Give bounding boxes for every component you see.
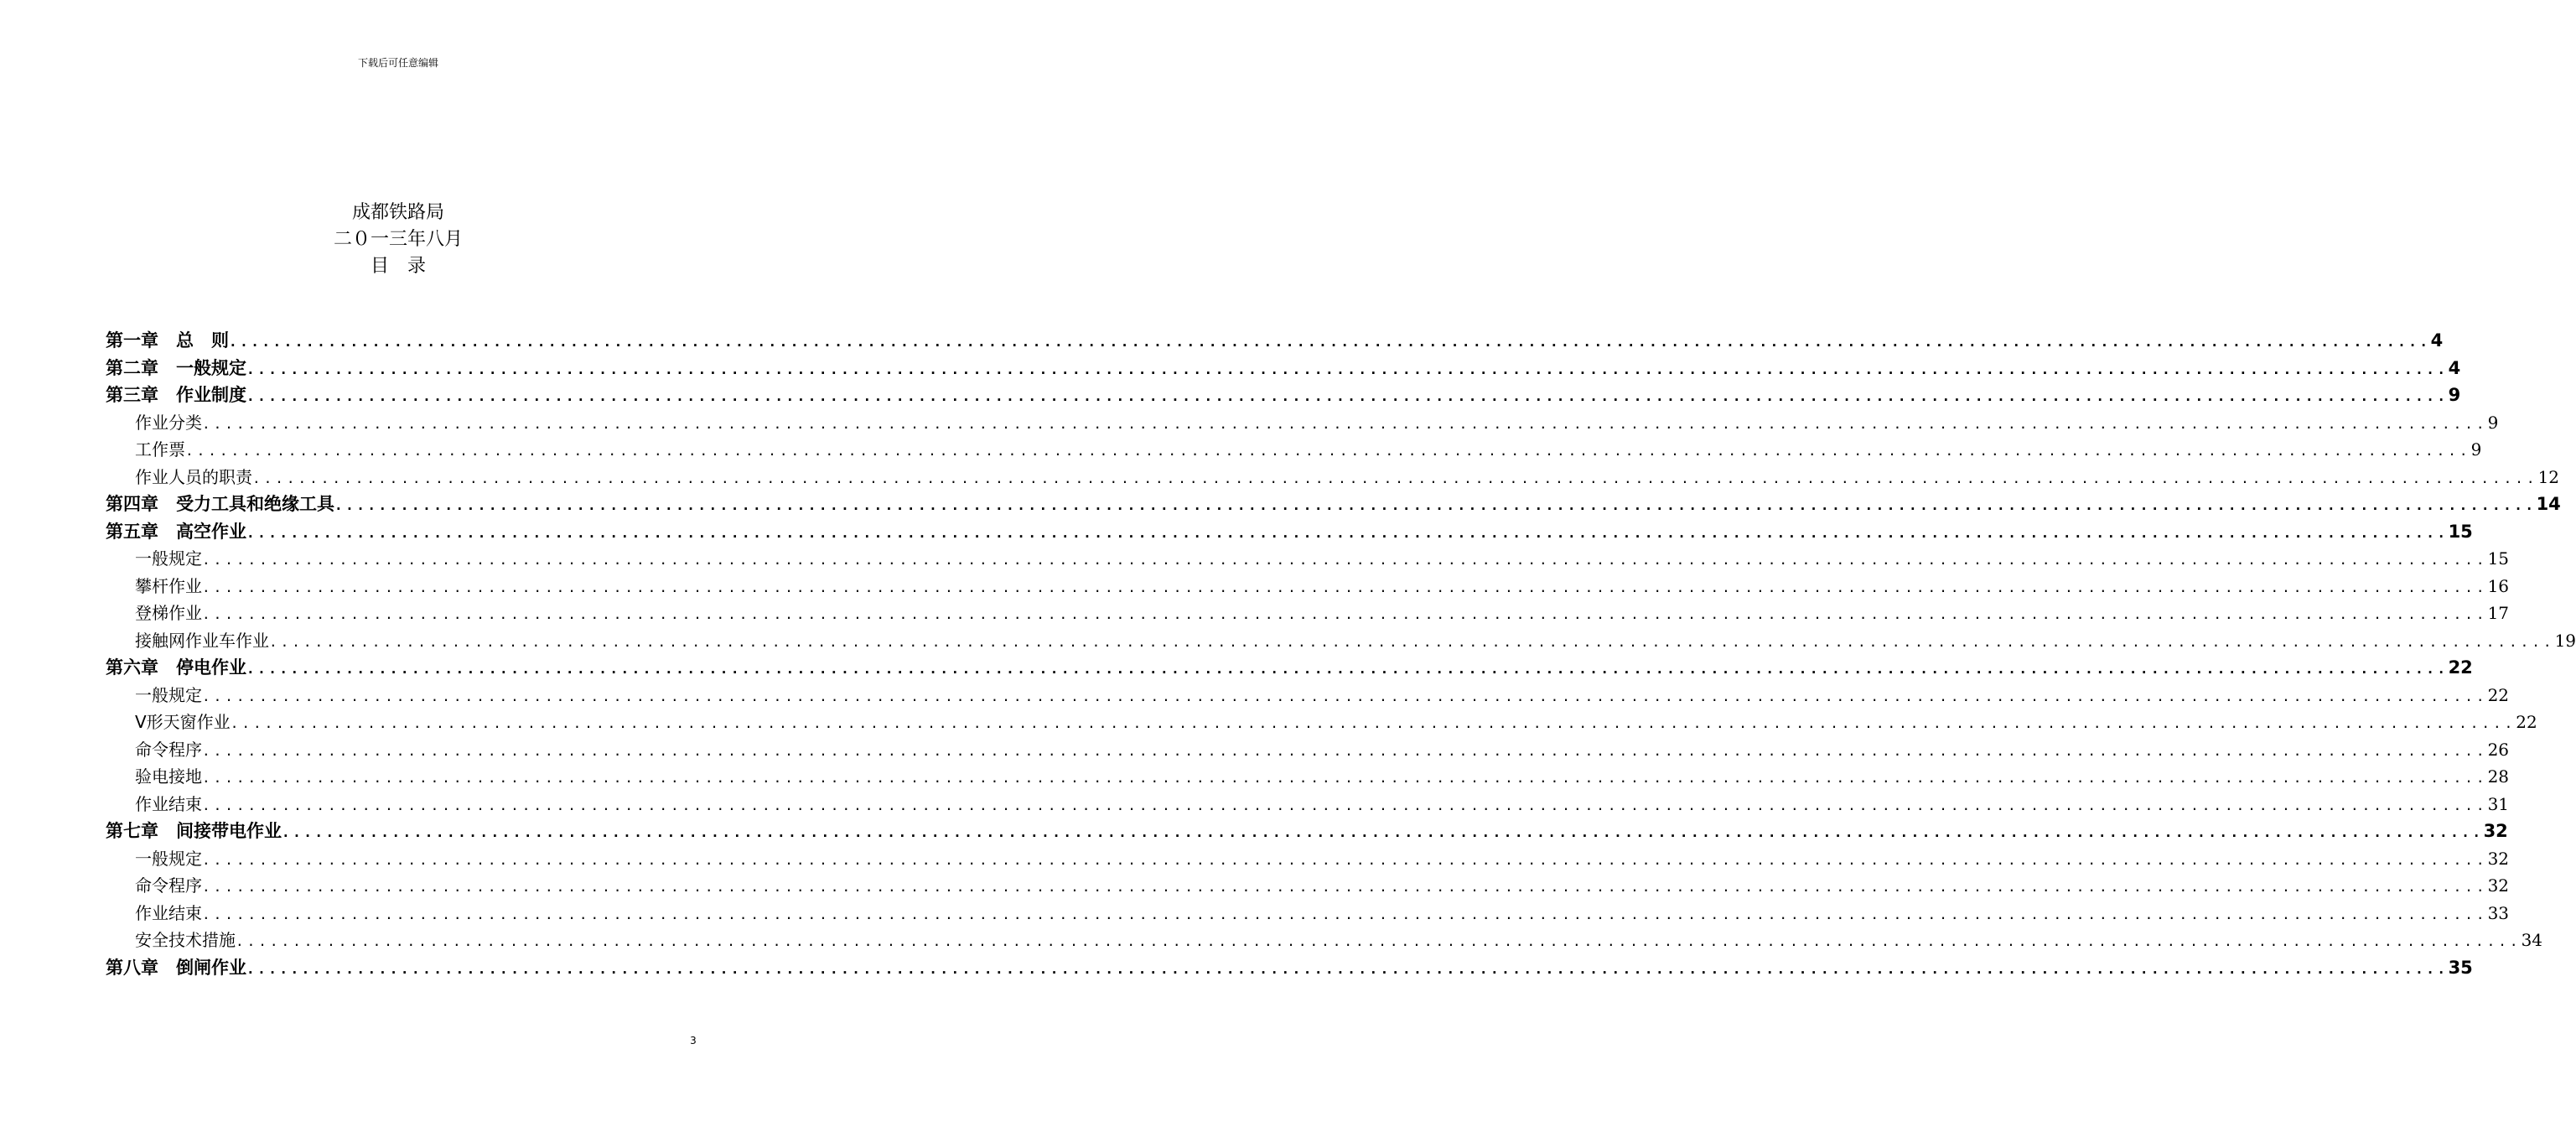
toc-section-entry[interactable] <box>106 464 2560 491</box>
toc-entry-page: 12 <box>2537 466 2560 487</box>
toc-entry-page: 33 <box>2487 902 2510 923</box>
toc-entry-page: 22 <box>2448 657 2473 678</box>
toc-entry-page: 19 <box>2554 630 2576 651</box>
toc-dot-leader: ........................................................................................................................................................................................................ <box>246 524 2449 541</box>
toc-dot-leader: ........................................................................................................................................................................................................ <box>236 933 2522 949</box>
toc-entry-label: 一般规定 <box>135 684 202 705</box>
toc-entry-label: 命令程序 <box>135 875 202 896</box>
toc-entry-label: 第六章 停电作业 <box>106 657 246 678</box>
toc-section-entry[interactable] <box>106 682 2510 709</box>
toc-chapter-entry[interactable] <box>106 818 2508 845</box>
toc-entry-label: 第七章 间接带电作业 <box>106 821 282 841</box>
header-note: 下载后可任意编辑 <box>357 57 438 69</box>
toc-entry-page: 22 <box>2516 712 2537 732</box>
toc-entry-page: 31 <box>2487 793 2510 814</box>
toc-dot-leader: ........................................................................................................................................................................................................ <box>246 388 2449 404</box>
toc-section-entry[interactable] <box>106 436 2482 464</box>
toc-section-entry[interactable] <box>106 573 2510 600</box>
toc-dot-leader: ........................................................................................................................................................................................................ <box>246 361 2449 377</box>
toc-heading: 目 录 <box>370 256 426 277</box>
toc-entry-page: 34 <box>2521 930 2543 950</box>
toc-chapter-entry[interactable] <box>106 518 2473 546</box>
toc-entry-page: 32 <box>2487 875 2510 896</box>
toc-entry-label: V形天窗作业 <box>135 712 231 732</box>
toc-section-entry[interactable] <box>106 900 2510 927</box>
toc-section-entry[interactable] <box>106 709 2537 736</box>
toc-dot-leader: ........................................................................................................................................................................................................ <box>282 824 2484 840</box>
toc-entry-page: 4 <box>2448 357 2461 378</box>
toc-dot-leader: ........................................................................................................................................................................................................ <box>246 661 2449 677</box>
toc-entry-page: 15 <box>2448 521 2473 542</box>
toc-entry-label: 第三章 作业制度 <box>106 385 246 405</box>
toc-entry-page: 22 <box>2487 684 2510 705</box>
toc-dot-leader: ........................................................................................................................................................................................................ <box>202 688 2488 704</box>
page-number: 3 <box>690 1035 697 1046</box>
toc-entry-label: 攀杆作业 <box>135 575 202 596</box>
toc-chapter-entry[interactable] <box>106 382 2461 409</box>
toc-entry-label: 命令程序 <box>135 739 202 760</box>
toc-entry-page: 14 <box>2536 494 2561 514</box>
toc-dot-leader: ........................................................................................................................................................................................................ <box>202 851 2488 868</box>
toc-dot-leader: ........................................................................................................................................................................................................ <box>185 443 2471 459</box>
toc-chapter-entry[interactable] <box>106 654 2473 682</box>
toc-section-entry[interactable] <box>106 627 2576 655</box>
toc-dot-leader: ........................................................................................................................................................................................................ <box>252 470 2538 486</box>
toc-entry-label: 作业结束 <box>135 793 202 814</box>
toc-entry-page: 35 <box>2448 957 2473 978</box>
toc-entry-label: 安全技术措施 <box>135 930 236 950</box>
toc-dot-leader: ........................................................................................................................................................................................................ <box>202 552 2488 568</box>
toc-dot-leader: ........................................................................................................................................................................................................ <box>202 579 2488 595</box>
toc-entry-label: 作业人员的职责 <box>135 466 252 487</box>
toc-entry-page: 26 <box>2487 739 2510 760</box>
toc-dot-leader: ........................................................................................................................................................................................................ <box>269 633 2555 650</box>
toc-entry-label: 验电接地 <box>135 766 202 787</box>
toc-section-entry[interactable] <box>106 545 2510 573</box>
toc-section-entry[interactable] <box>106 845 2510 873</box>
toc-entry-label: 登梯作业 <box>135 603 202 623</box>
toc-dot-leader: ........................................................................................................................................................................................................ <box>202 797 2488 813</box>
toc-dot-leader: ........................................................................................................................................................................................................ <box>202 770 2488 786</box>
toc-section-entry[interactable] <box>106 409 2499 437</box>
toc-dot-leader: ........................................................................................................................................................................................................ <box>202 906 2488 922</box>
document-date: 二０一三年八月 <box>333 229 463 250</box>
toc-section-entry[interactable] <box>106 763 2510 791</box>
table-of-contents <box>106 327 2576 981</box>
toc-entry-label: 第五章 高空作业 <box>106 521 246 542</box>
toc-dot-leader: ........................................................................................................................................................................................................ <box>229 334 2431 350</box>
toc-entry-label: 第八章 倒闸作业 <box>106 957 246 978</box>
toc-entry-label: 一般规定 <box>135 548 202 569</box>
toc-entry-page: 32 <box>2483 821 2508 841</box>
toc-section-entry[interactable] <box>106 600 2510 627</box>
toc-entry-label: 一般规定 <box>135 848 202 869</box>
toc-entry-label: 第二章 一般规定 <box>106 357 246 378</box>
toc-chapter-entry[interactable] <box>106 491 2561 518</box>
toc-entry-label: 接触网作业车作业 <box>135 630 269 651</box>
toc-section-entry[interactable] <box>106 736 2510 764</box>
toc-entry-label: 第一章 总 则 <box>106 330 229 351</box>
toc-entry-label: 作业结束 <box>135 902 202 923</box>
toc-section-entry[interactable] <box>106 927 2543 954</box>
toc-entry-page: 15 <box>2487 548 2510 569</box>
toc-chapter-entry[interactable] <box>106 355 2461 382</box>
toc-dot-leader: ........................................................................................................................................................................................................ <box>246 960 2449 977</box>
toc-entry-label: 第四章 受力工具和绝缘工具 <box>106 494 334 514</box>
toc-entry-label: 作业分类 <box>135 412 202 433</box>
toc-entry-page: 28 <box>2487 766 2510 787</box>
toc-entry-page: 9 <box>2470 439 2482 460</box>
toc-dot-leader: ........................................................................................................................................................................................................ <box>334 497 2537 513</box>
organization-name: 成都铁路局 <box>351 202 444 223</box>
toc-entry-page: 9 <box>2448 385 2461 405</box>
toc-dot-leader: ........................................................................................................................................................................................................ <box>230 715 2516 731</box>
toc-entry-label: 工作票 <box>135 439 185 460</box>
toc-dot-leader: ........................................................................................................................................................................................................ <box>202 606 2488 622</box>
toc-entry-page: 16 <box>2487 575 2510 596</box>
toc-entry-page: 9 <box>2487 412 2499 433</box>
toc-dot-leader: ........................................................................................................................................................................................................ <box>202 415 2488 432</box>
toc-section-entry[interactable] <box>106 791 2510 818</box>
toc-chapter-entry[interactable] <box>106 327 2444 355</box>
toc-dot-leader: ........................................................................................................................................................................................................ <box>202 742 2488 759</box>
toc-chapter-entry[interactable] <box>106 954 2473 982</box>
toc-entry-page: 4 <box>2430 330 2444 351</box>
toc-section-entry[interactable] <box>106 872 2510 900</box>
toc-entry-page: 32 <box>2487 848 2510 869</box>
toc-entry-page: 17 <box>2487 603 2510 623</box>
toc-dot-leader: ........................................................................................................................................................................................................ <box>202 879 2488 895</box>
